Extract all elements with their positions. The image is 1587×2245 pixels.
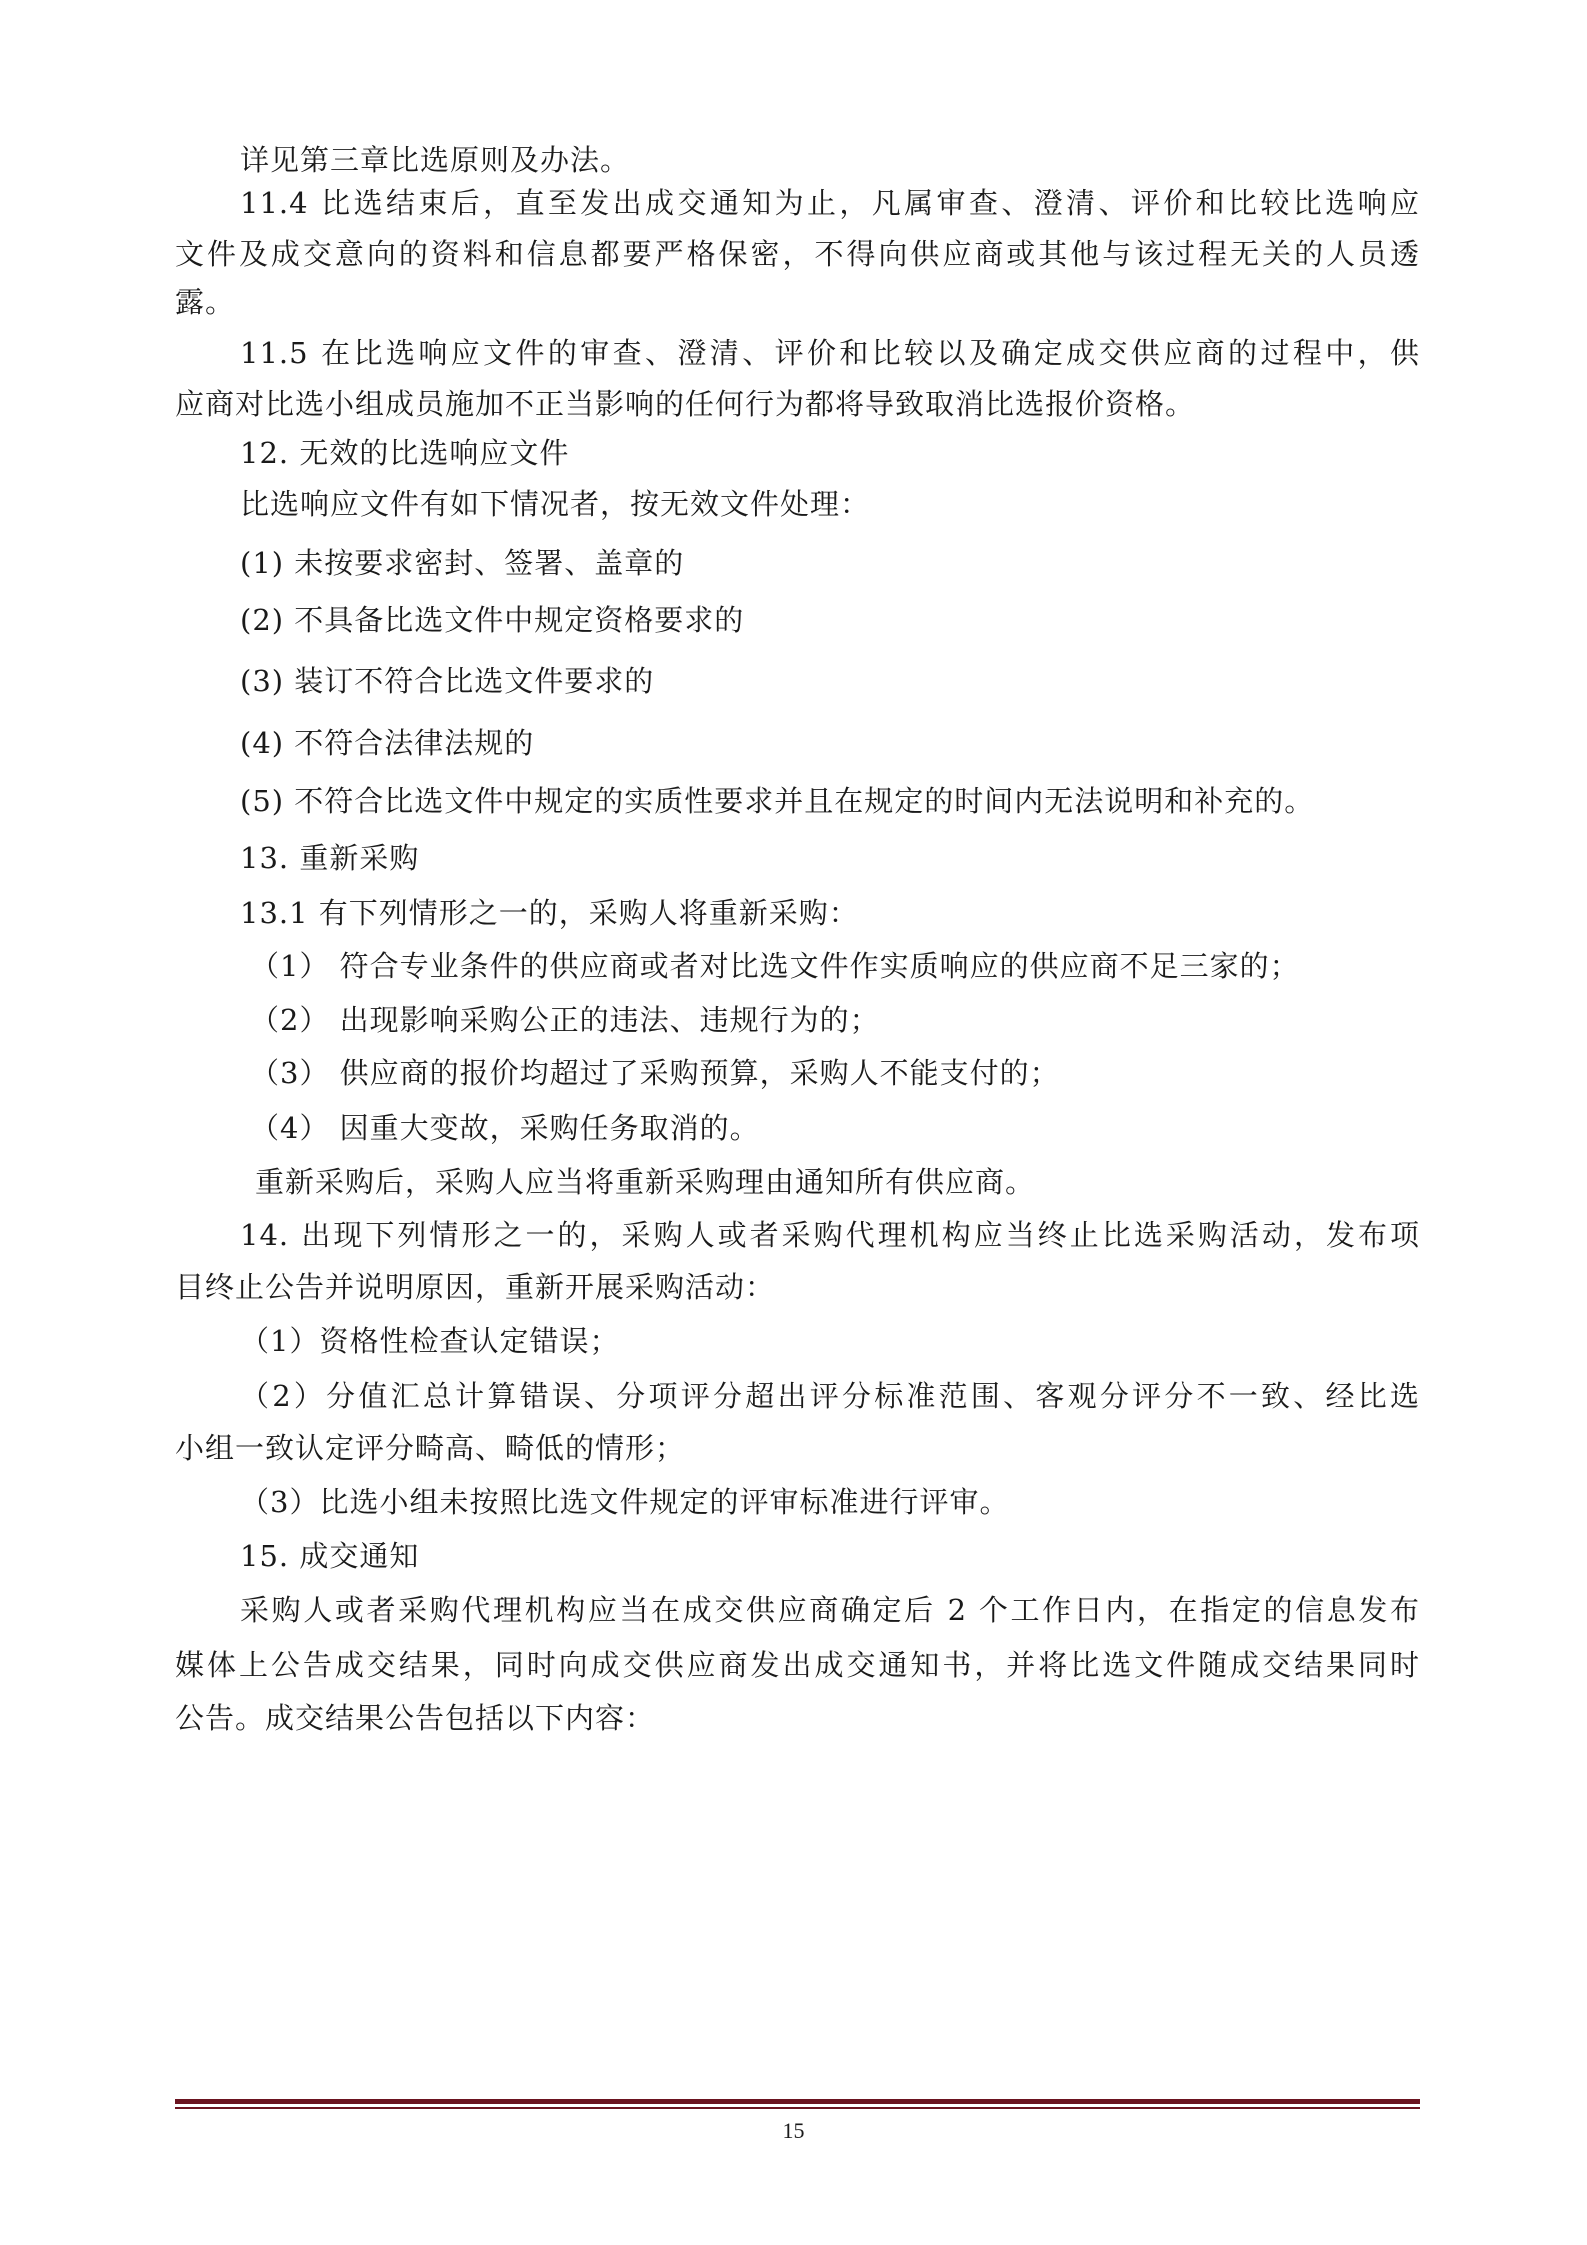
paragraph-line: 重新采购后，采购人应当将重新采购理由通知所有供应商。 [255,1165,1036,1199]
list-item: (1) 未按要求密封、签署、盖章的 [240,546,685,580]
paragraph-line: 媒体上公告成交结果，同时向成交供应商发出成交通知书，并将比选文件随成交结果同时 [175,1648,1420,1682]
paragraph-line: 比选响应文件有如下情况者，按无效文件处理： [240,487,871,521]
list-item: (4) 不符合法律法规的 [240,726,535,760]
list-item: （2）分值汇总计算错误、分项评分超出评分标准范围、客观分评分不一致、经比选 [240,1379,1420,1413]
paragraph-line: 11.5 在比选响应文件的审查、澄清、评价和比较以及确定成交供应商的过程中，供 [240,336,1420,370]
list-item: （1） 符合专业条件的供应商或者对比选文件作实质响应的供应商不足三家的； [250,949,1300,983]
paragraph-line: 露。 [175,285,236,319]
section-heading: 15. 成交通知 [240,1539,420,1573]
section-heading: 12. 无效的比选响应文件 [240,436,570,470]
list-item: （2） 出现影响采购公正的违法、违规行为的； [250,1003,880,1037]
paragraph-line: 文件及成交意向的资料和信息都要严格保密，不得向供应商或其他与该过程无关的人员透 [175,237,1420,271]
footer-divider-thick [175,2099,1420,2104]
section-heading: 13. 重新采购 [240,841,420,875]
list-item: (3) 装订不符合比选文件要求的 [240,664,655,698]
paragraph-line: 公告。成交结果公告包括以下内容： [175,1701,656,1735]
list-item: （1）资格性检查认定错误； [240,1324,620,1358]
list-item: （3）比选小组未按照比选文件规定的评审标准进行评审。 [240,1485,1010,1519]
list-item: (2) 不具备比选文件中规定资格要求的 [240,603,745,637]
page-number: 15 [782,2118,805,2143]
list-item: （3） 供应商的报价均超过了采购预算，采购人不能支付的； [250,1056,1060,1090]
paragraph-line: 详见第三章比选原则及办法。 [240,143,631,177]
list-item: (5) 不符合比选文件中规定的实质性要求并且在规定的时间内无法说明和补充的。 [240,784,1315,818]
paragraph-line: 11.4 比选结束后，直至发出成交通知为止，凡属审查、澄清、评价和比较比选响应 [240,186,1420,220]
list-item: （4） 因重大变故，采购任务取消的。 [250,1111,760,1145]
paragraph-line: 应商对比选小组成员施加不正当影响的任何行为都将导致取消比选报价资格。 [175,387,1196,421]
list-item: 小组一致认定评分畸高、畸低的情形； [175,1431,686,1465]
footer-divider-thin [175,2107,1420,2109]
paragraph-line: 目终止公告并说明原因，重新开展采购活动： [175,1270,776,1304]
paragraph-line: 采购人或者采购代理机构应当在成交供应商确定后 2 个工作日内，在指定的信息发布 [240,1593,1420,1627]
paragraph-line: 13.1 有下列情形之一的，采购人将重新采购： [240,896,859,930]
section-heading: 14. 出现下列情形之一的，采购人或者采购代理机构应当终止比选采购活动，发布项 [240,1218,1420,1252]
